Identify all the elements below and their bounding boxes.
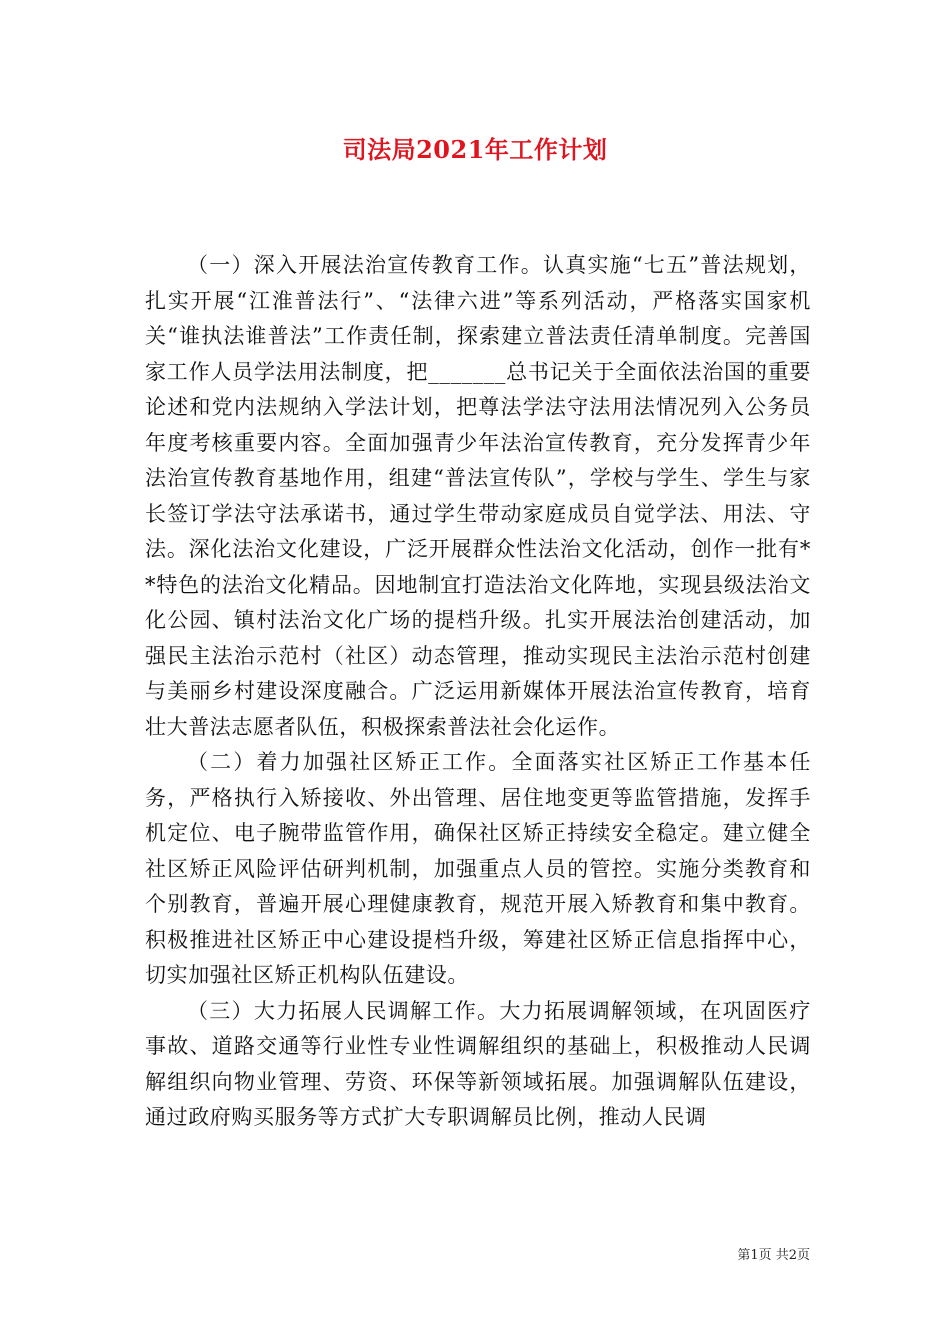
paragraph-1: （一）深入开展法治宣传教育工作。认真实施“七五”普法规划，扎实开展“江淮普法行”、“法律六进”等系列活动，严格落实国家机关“谁执法谁普法”工作责任制，探索建立普法责任清单制度。完善国家工作人员学法用法制度，把_______总书记关于全面依法治国的重要论述和党内法规纳入学法计划，把尊法学法守法用法情况列入公务员年度考核重要内容。全面加强青少年法治宣传教育，充分发挥青少年法治宣传教育基地作用，组建“普法宣传队”，学校与学生、学生与家长签订学法守法承诺书，通过学生带动家庭成员自觉学法、用法、守法。深化法治文化建设，广泛开展群众性法治文化活动，创作一批有**特色的法治文化精品。因地制宜打造法治文化阵地，实现县级法治文化公园、镇村法治文化广场的提档升级。扎实开展法治创建活动，加强民主法治示范村（社区）动态管理，推动实现民主法治示范村创建与美丽乡村建设深度融合。广泛运用新媒体开展法治宣传教育，培育壮大普法志愿者队伍，积极探索普法社会化运作。 — [145, 253, 811, 739]
document-title: 司法局2021年工作计划 — [342, 135, 608, 164]
document-body — [145, 248, 811, 1136]
paragraph-3: （三）大力拓展人民调解工作。大力拓展调解领域，在巩固医疗事故、道路交通等行业性专业性调解组织的基础上，积极推动人民调解组织向物业管理、劳资、环保等新领域拓展。加强调解队伍建设，通过政府购买服务等方式扩大专职调解员比例，推动人民调 — [145, 998, 811, 1129]
page-number: 第1页 共2页 — [737, 1248, 810, 1263]
paragraph-2: （二）着力加强社区矫正工作。全面落实社区矫正工作基本任务，严格执行入矫接收、外出管理、居住地变更等监管措施，发挥手机定位、电子腕带监管作用，确保社区矫正持续安全稳定。建立健全社区矫正风险评估研判机制，加强重点人员的管控。实施分类教育和个别教育，普遍开展心理健康教育，规范开展入矫教育和集中教育。积极推进社区矫正中心建设提档升级，筹建社区矫正信息指挥中心，切实加强社区矫正机构队伍建设。 — [145, 750, 811, 987]
